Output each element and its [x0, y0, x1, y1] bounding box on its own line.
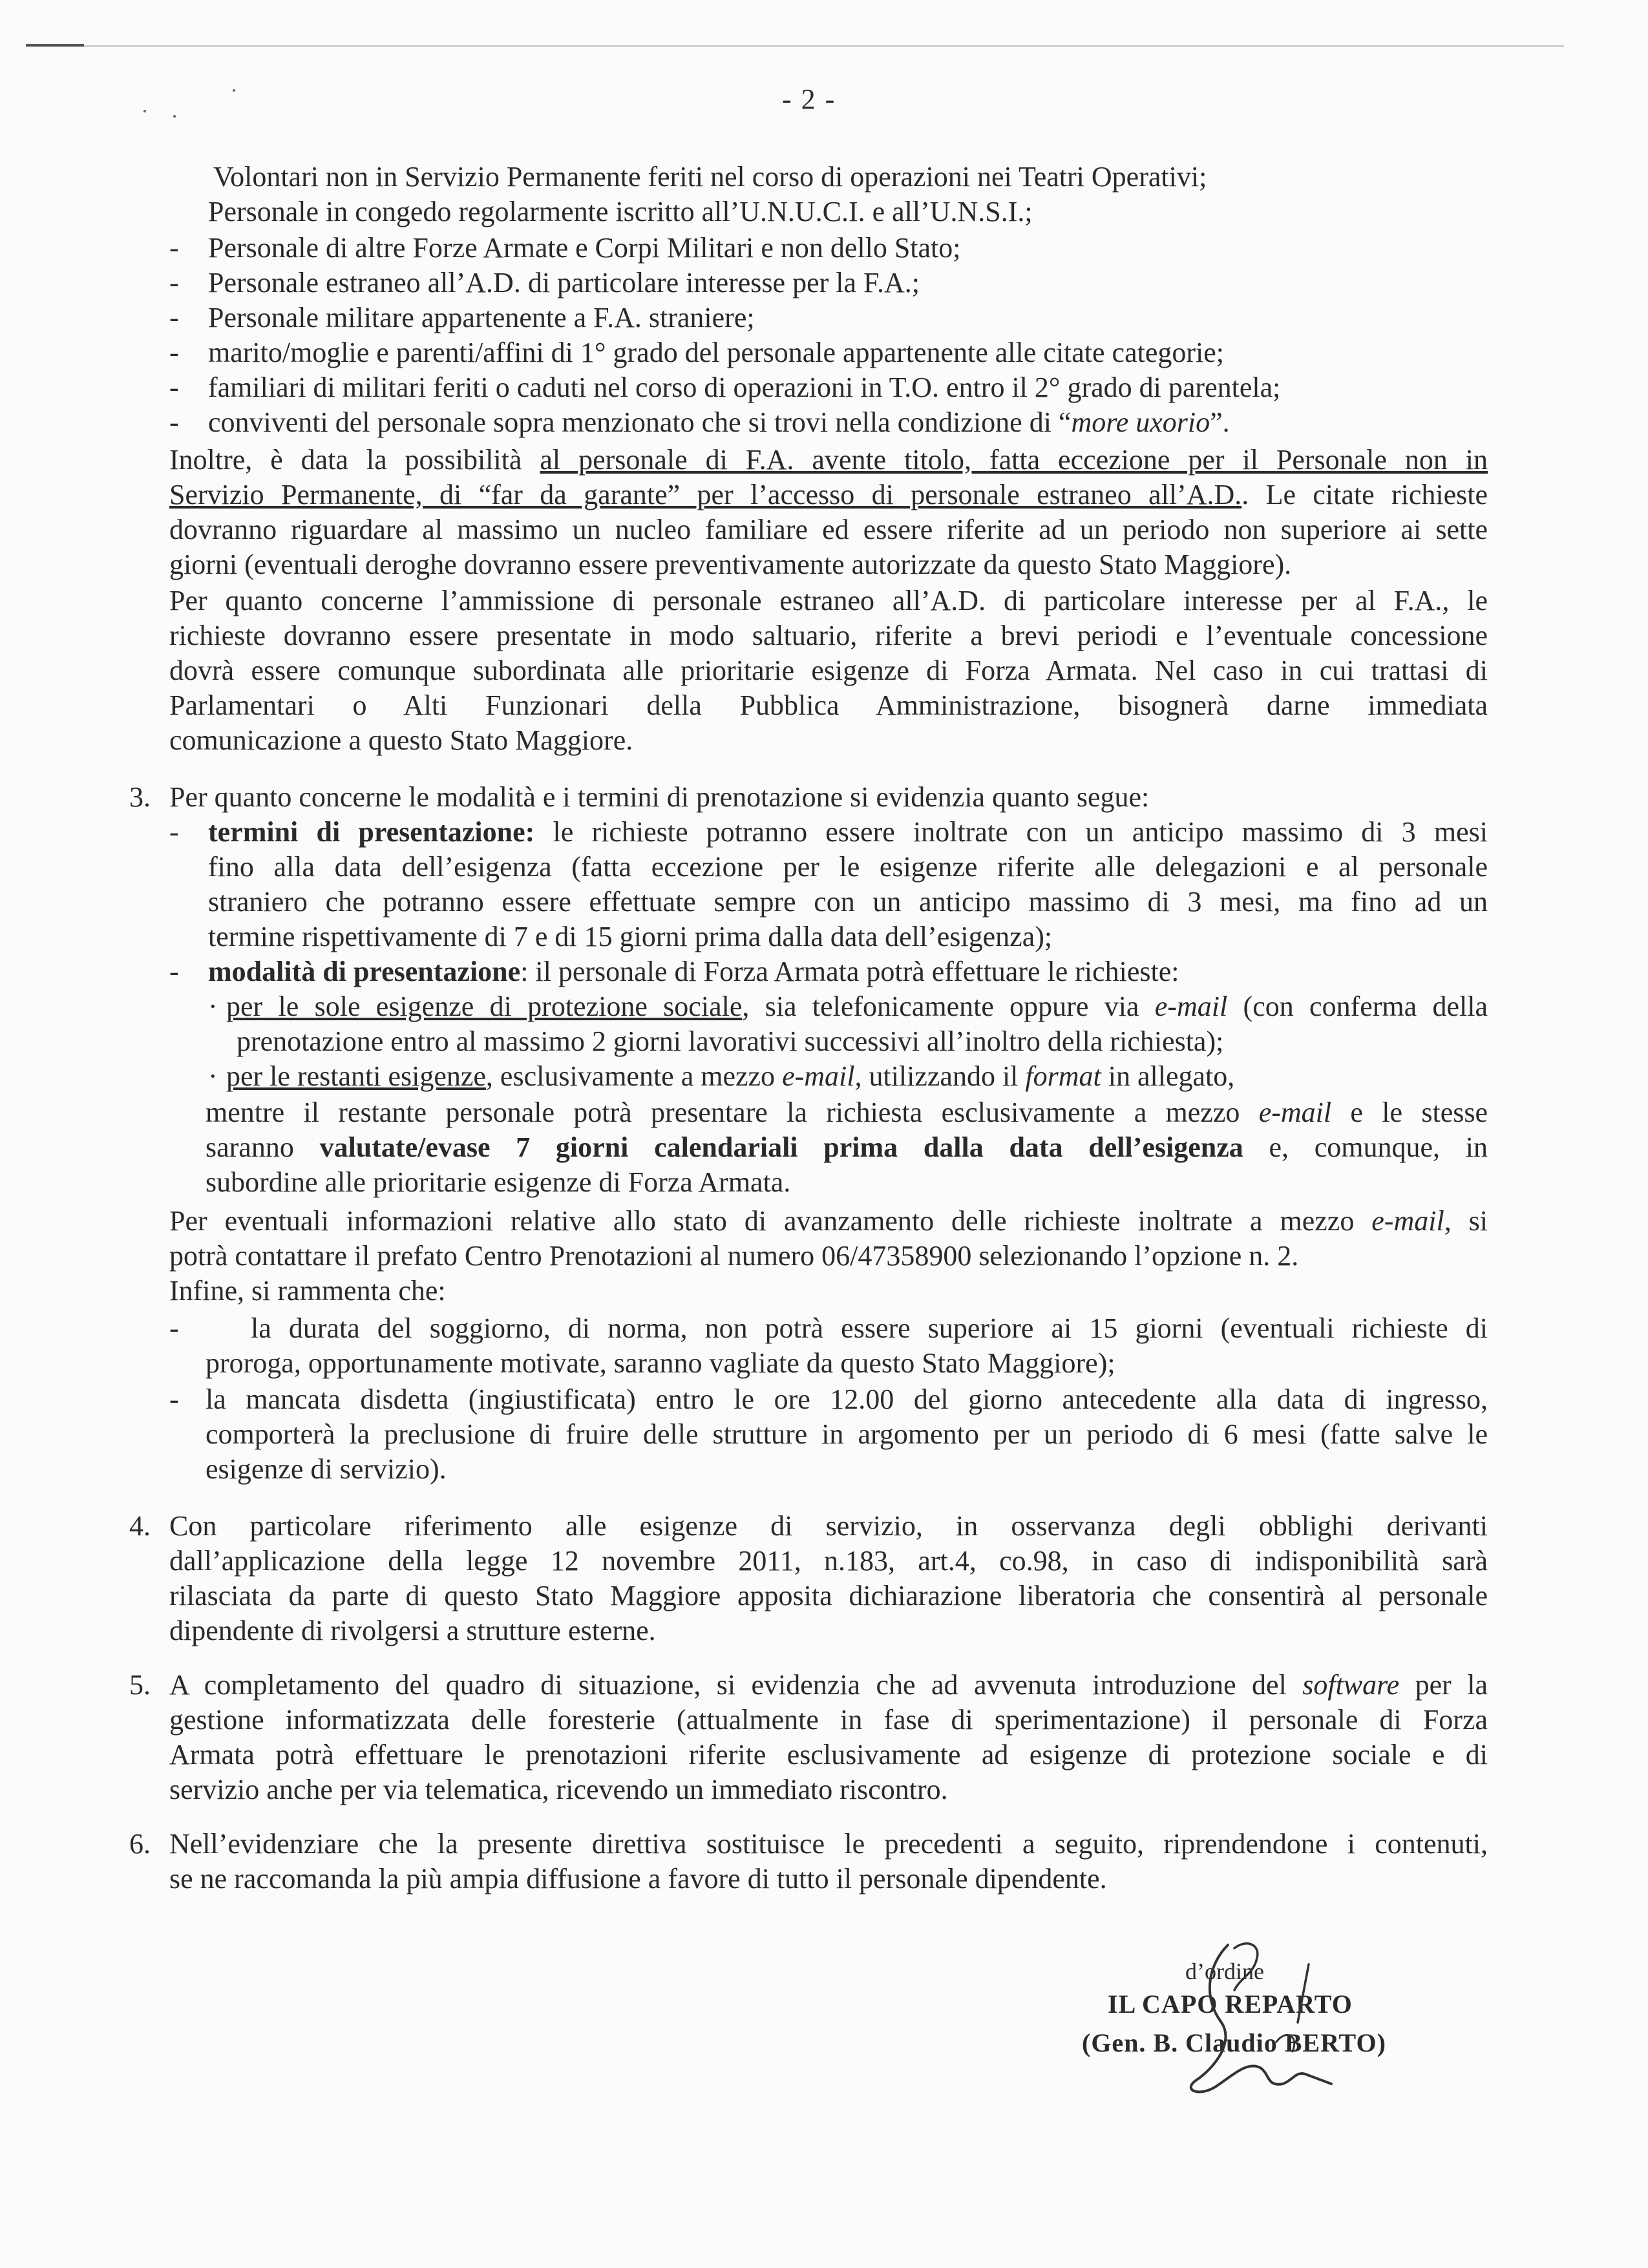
list-item — [208, 404, 1230, 441]
list-item: esigenze di servizio). — [206, 1453, 447, 1485]
bullet-dot: · — [208, 1060, 218, 1092]
section-number: 5. — [129, 1669, 151, 1701]
section-number: 4. — [129, 1510, 151, 1542]
italic-text: format — [1025, 1060, 1101, 1092]
paragraph-line: dovrà essere comunque subordinata alle prioritarie esigenze di Forza Armata. Nel caso in cui trattasi di — [169, 655, 1488, 686]
paragraph-line: richieste dovranno essere presentate in modo saltuario, riferite a brevi periodi e l’eventuale concessione — [169, 620, 1488, 651]
dordine-label: d’ordine — [1185, 1958, 1264, 1984]
text: : il personale di Forza Armata potrà effettuare le richieste: — [520, 956, 1179, 987]
text: . Le citate richieste — [1241, 479, 1488, 510]
text: in allegato, — [1101, 1060, 1235, 1092]
top-rule — [26, 45, 1564, 47]
text: conviventi del personale sopra menzionato che si trovi nella condizione di “ — [208, 406, 1072, 438]
bullet-dash: - — [169, 816, 179, 848]
text: ”. — [1210, 406, 1230, 438]
list-item: Personale militare appartenente a F.A. straniere; — [208, 302, 755, 333]
list-item: Personale di altre Forze Armate e Corpi Militari e non dello Stato; — [208, 232, 961, 264]
italic-text: e-mail — [1371, 1205, 1444, 1237]
list-item: fino alla data dell’esigenza (fatta eccezione per le esigenze riferite alle delegazioni e al personale — [208, 851, 1488, 883]
bullet-dash: - — [169, 372, 179, 403]
text: Inoltre, è data la possibilità — [169, 444, 540, 476]
underlined-text: per le sole esigenze di protezione sociale — [226, 991, 743, 1022]
list-item: Personale estraneo all’A.D. di particolare interesse per la F.A.; — [208, 267, 920, 299]
italic-text: e-mail — [1154, 991, 1228, 1022]
paragraph-line: Con particolare riferimento alle esigenze di servizio, in osservanza degli obblighi derivanti — [169, 1510, 1488, 1542]
text: , si — [1444, 1205, 1488, 1237]
text: utilizzando il — [861, 1060, 1026, 1092]
sub-list-item — [226, 989, 1488, 1025]
paragraph-line: rilasciata da parte di questo Stato Maggiore apposita dichiarazione liberatoria che consentirà al personale — [169, 1580, 1488, 1612]
paragraph-line: potrà contattare il prefato Centro Prenotazioni al numero 06/47358900 selezionando l’opzione n. 2. — [169, 1240, 1299, 1272]
list-item: Personale in congedo regolarmente iscritto all’U.N.U.C.I. e all’U.N.S.I.; — [208, 196, 1033, 227]
text: , esclusivamente a mezzo — [485, 1060, 783, 1092]
paragraph-line: Per quanto concerne l’ammissione di personale estraneo all’A.D. di particolare interesse per al F.A., le — [169, 585, 1488, 616]
paragraph-line — [169, 477, 1488, 513]
scan-speck — [233, 89, 235, 92]
bullet-dash: - — [169, 267, 179, 299]
paragraph-line: Infine, si rammenta che: — [169, 1275, 446, 1307]
bullet-dash: - — [169, 1312, 179, 1344]
handwritten-signature — [1137, 1919, 1409, 2113]
list-item: la durata del soggiorno, di norma, non potrà essere superiore ai 15 giorni (eventuali richieste di — [251, 1312, 1488, 1344]
list-item: proroga, opportunamente motivate, saranno vagliate da questo Stato Maggiore); — [206, 1347, 1115, 1379]
underlined-text: al personale di F.A. avente titolo, fatta eccezione per il Personale non in — [540, 444, 1488, 476]
bullet-dash: - — [169, 1383, 179, 1415]
bullet-dot: · — [208, 991, 218, 1022]
paragraph-line: subordine alle prioritarie esigenze di Forza Armata. — [206, 1166, 791, 1198]
paragraph-line: Armata potrà effettuare le prenotazioni riferite esclusivamente ad esigenze di protezione sociale e di — [169, 1739, 1488, 1770]
section-number: 3. — [129, 781, 151, 813]
paragraph-line: giorni (eventuali deroghe dovranno essere preventivamente autorizzate da questo Stato Maggiore). — [169, 549, 1292, 580]
sub-list-item — [226, 1058, 1234, 1095]
bold-text: modalità di presentazione — [208, 956, 521, 987]
text: e le stesse — [1331, 1097, 1488, 1128]
scan-speck — [173, 115, 176, 118]
list-item: marito/moglie e parenti/affini di 1° grado del personale appartenente alle citate categorie; — [208, 337, 1224, 368]
paragraph-line: dall’applicazione della legge 12 novembre 2011, n.183, art.4, co.98, in caso di indisponibilità sarà — [169, 1545, 1488, 1577]
signatory-name: (Gen. B. Claudio BERTO) — [1082, 2028, 1386, 2057]
bullet-dash: - — [169, 406, 179, 438]
italic-text: software — [1302, 1669, 1400, 1701]
italic-text: e-mail — [1258, 1097, 1332, 1128]
paragraph-line: comunicazione a questo Stato Maggiore. — [169, 724, 633, 756]
paragraph-line: dipendente di rivolgersi a strutture esterne. — [169, 1615, 656, 1646]
bullet-dash: - — [169, 302, 179, 333]
text: A completamento del quadro di situazione, si evidenzia che ad avvenuta introduzione del — [169, 1669, 1303, 1701]
text: (con conferma della — [1227, 991, 1488, 1022]
list-item: comporterà la preclusione di fruire delle strutture in argomento per un periodo di 6 mesi (fatte salve le — [206, 1418, 1488, 1450]
paragraph-line — [169, 442, 1488, 478]
text: Per eventuali informazioni relative allo stato di avanzamento delle richieste inoltrate a mezzo — [169, 1205, 1372, 1237]
paragraph-line — [206, 1129, 1488, 1166]
italic-text: e-mail, — [782, 1060, 862, 1092]
paragraph-line: Per quanto concerne le modalità e i termini di prenotazione si evidenzia quanto segue: — [169, 781, 1150, 813]
italic-text: more uxorio — [1071, 406, 1210, 438]
paragraph-line: se ne raccomanda la più ampia diffusione a favore di tutto il personale dipendente. — [169, 1863, 1107, 1895]
list-item — [208, 954, 1179, 990]
underlined-text: per le restanti esigenze — [226, 1060, 486, 1092]
text: le richieste potranno essere inoltrate con un anticipo massimo di 3 mesi — [534, 816, 1488, 848]
bullet-dash: - — [169, 337, 179, 368]
top-rule-mark — [26, 44, 84, 47]
paragraph-line: Parlamentari o Alti Funzionari della Pubblica Amministrazione, bisognerà darne immediata — [169, 689, 1488, 721]
list-item — [208, 814, 1488, 850]
bullet-dash: - — [169, 232, 179, 264]
list-item: termine rispettivamente di 7 e di 15 giorni prima dalla data dell’esigenza); — [208, 921, 1053, 952]
signatory-title: IL CAPO REPARTO — [1108, 1990, 1353, 2019]
text: , sia telefonicamente oppure via — [742, 991, 1155, 1022]
paragraph-line — [206, 1095, 1488, 1131]
text: saranno — [206, 1131, 320, 1163]
text: mentre il restante personale potrà presentare la richiesta esclusivamente a mezzo — [206, 1097, 1259, 1128]
text: e, comunque, in — [1243, 1131, 1488, 1163]
list-item: familiari di militari feriti o caduti nel corso di operazioni in T.O. entro il 2° grado di parentela; — [208, 372, 1281, 403]
page-number: - 2 - — [782, 83, 836, 115]
paragraph-line: dovranno riguardare al massimo un nucleo familiare ed essere riferite ad un periodo non superiore ai sette — [169, 514, 1488, 545]
scan-speck — [143, 110, 146, 112]
paragraph-line: servizio anche per via telematica, ricevendo un immediato riscontro. — [169, 1774, 948, 1805]
text: per la — [1399, 1669, 1488, 1701]
bold-text: valutate/evase 7 giorni calendariali prima dalla data dell’esigenza — [319, 1131, 1243, 1163]
section-number: 6. — [129, 1828, 151, 1860]
list-item: la mancata disdetta (ingiustificata) entro le ore 12.00 del giorno antecedente alla data di ingresso, — [206, 1383, 1488, 1415]
list-item: straniero che potranno essere effettuate sempre con un anticipo massimo di 3 mesi, ma fino ad un — [208, 886, 1488, 918]
bold-text: termini di presentazione: — [208, 816, 535, 848]
paragraph-line: Nell’evidenziare che la presente direttiva sostituisce le precedenti a seguito, riprendendone i contenuti, — [169, 1828, 1488, 1860]
bullet-dash: - — [169, 956, 179, 987]
sub-list-item: prenotazione entro al massimo 2 giorni lavorativi successivi all’inoltro della richiesta); — [237, 1025, 1224, 1057]
paragraph-line — [169, 1203, 1488, 1239]
underlined-text: Servizio Permanente, di “far da garante” per l’accesso di personale estraneo all’A.D. — [169, 479, 1242, 510]
paragraph-line: gestione informatizzata delle foresterie (attualmente in fase di sperimentazione) il personale di Forza — [169, 1704, 1488, 1736]
paragraph-line — [169, 1667, 1488, 1703]
list-item: Volontari non in Servizio Permanente feriti nel corso di operazioni nei Teatri Operativi; — [213, 161, 1207, 193]
